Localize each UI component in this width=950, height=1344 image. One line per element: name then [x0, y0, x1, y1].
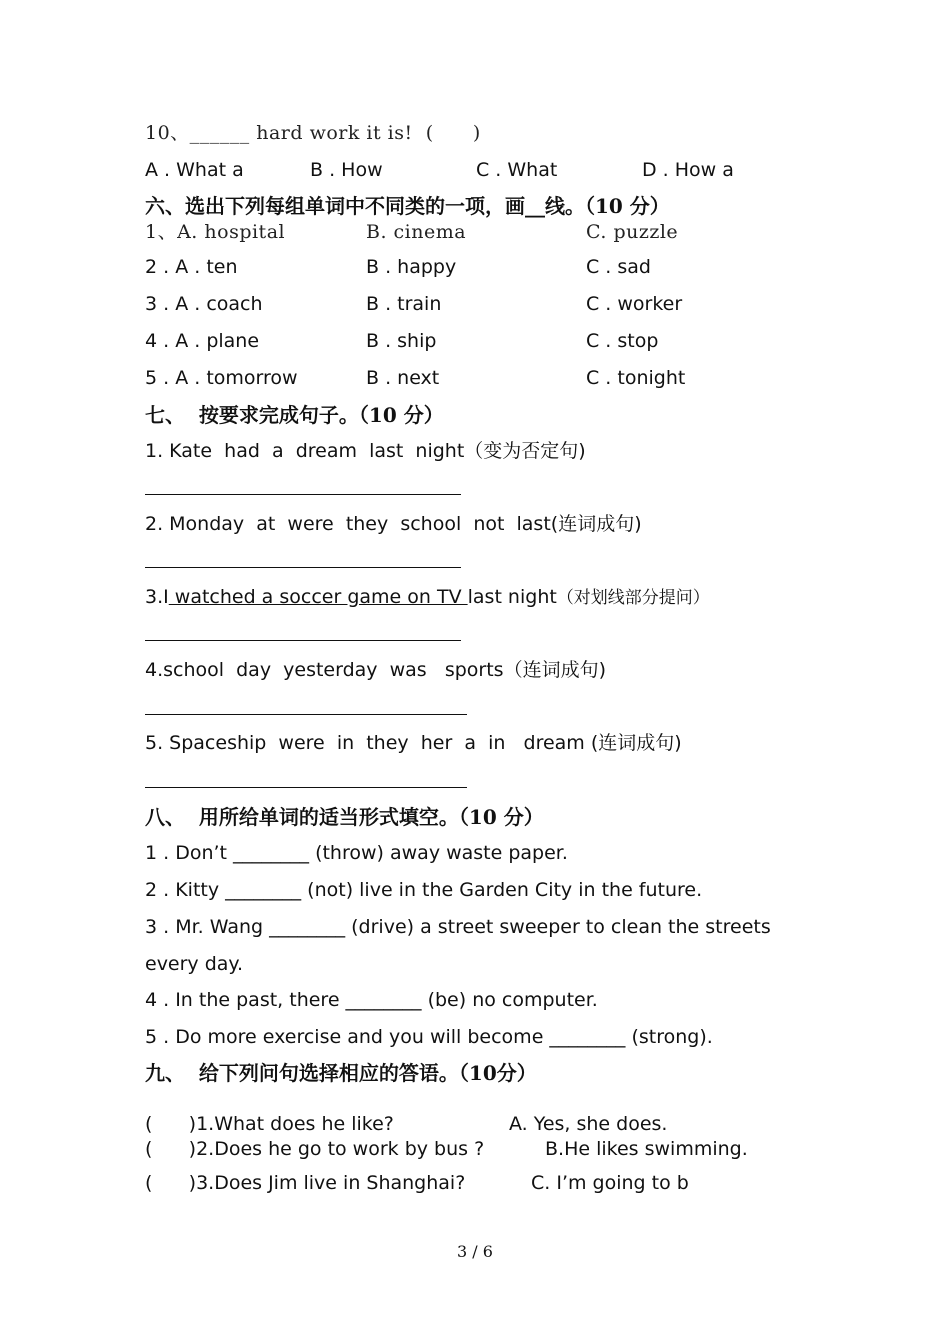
page-number: 3 / 6 [457, 1242, 493, 1261]
s7-q3-prefix: 3.I [145, 586, 169, 608]
section9-heading: 九、 给下列问句选择相应的答语。（10分） [145, 1061, 537, 1085]
s8-q1: 1 . Don’t ________ (throw) away waste paper. [145, 842, 568, 864]
s6-row1-b: B. cinema [366, 221, 467, 243]
s7-q2: 2. Monday at were they school not last(连词成句) [145, 513, 642, 535]
s6-row5-a: 5 . A . tomorrow [145, 367, 298, 389]
s7-q4: 4.school day yesterday was sports（连词成句) [145, 659, 606, 681]
s8-q3-line1: 3 . Mr. Wang ________ (drive) a street sweeper to clean the streets [145, 916, 771, 938]
s7-q4-answer-line [145, 714, 467, 715]
q10-option-a: A . What a [145, 159, 244, 181]
s6-row4-b: B . ship [366, 330, 437, 352]
s6-row5-b: B . next [366, 367, 440, 389]
s6-row2-a: 2 . A . ten [145, 256, 238, 278]
q10-option-c: C . What [476, 159, 558, 181]
s7-q5: 5. Spaceship were in they her a in dream (连词成句) [145, 732, 682, 754]
q10-option-d: D . How a [642, 159, 734, 181]
s6-row1-a: 1、A. hospital [145, 221, 286, 243]
s6-row3-c: C . worker [586, 293, 683, 315]
q10-stem: 10、______ hard work it is! ( ) [145, 122, 481, 144]
s8-q4: 4 . In the past, there ________ (be) no computer. [145, 989, 598, 1011]
s7-q2-answer-line [145, 567, 461, 568]
s9-a3: C. I’m going to b [531, 1172, 689, 1194]
s7-q3-suffix: last night [467, 586, 557, 608]
s9-q3: ( )3.Does Jim live in Shanghai? [145, 1172, 466, 1194]
s9-a1: A. Yes, she does. [509, 1113, 668, 1135]
s6-row4-a: 4 . A . plane [145, 330, 260, 352]
s7-q3 [145, 585, 710, 610]
s9-q1: ( )1.What does he like? [145, 1113, 394, 1135]
s8-q2: 2 . Kitty ________ (not) live in the Garden City in the future. [145, 879, 703, 901]
s6-row4-c: C . stop [586, 330, 659, 352]
s6-row2-b: B . happy [366, 256, 457, 278]
s8-q5: 5 . Do more exercise and you will become ________ (strong). [145, 1026, 713, 1048]
section7-heading: 七、 按要求完成句子。（10 分） [145, 403, 444, 427]
section8-heading: 八、 用所给单词的适当形式填空。（10 分） [145, 805, 544, 829]
s7-q3-underlined: watched a soccer game on TV [168, 586, 468, 608]
s7-q3-note: （对划线部分提问） [556, 588, 710, 608]
s7-q3-answer-line [145, 640, 461, 641]
s6-row3-b: B . train [366, 293, 442, 315]
s7-q1-answer-line [145, 494, 461, 495]
s8-q3-line2: every day. [145, 953, 243, 975]
section6-heading: 六、选出下列每组单词中不同类的一项，画__线。（10 分） [145, 194, 670, 218]
s7-q5-answer-line [145, 787, 467, 788]
s9-q2: ( )2.Does he go to work by bus ? [145, 1138, 485, 1160]
s6-row3-a: 3 . A . coach [145, 293, 263, 315]
q10-option-b: B . How [310, 159, 383, 181]
s7-q1: 1. Kate had a dream last night（变为否定句) [145, 440, 586, 462]
s6-row5-c: C . tonight [586, 367, 686, 389]
s9-a2: B.He likes swimming. [545, 1138, 748, 1160]
s6-row2-c: C . sad [586, 256, 651, 278]
s6-row1-c: C. puzzle [586, 221, 679, 243]
